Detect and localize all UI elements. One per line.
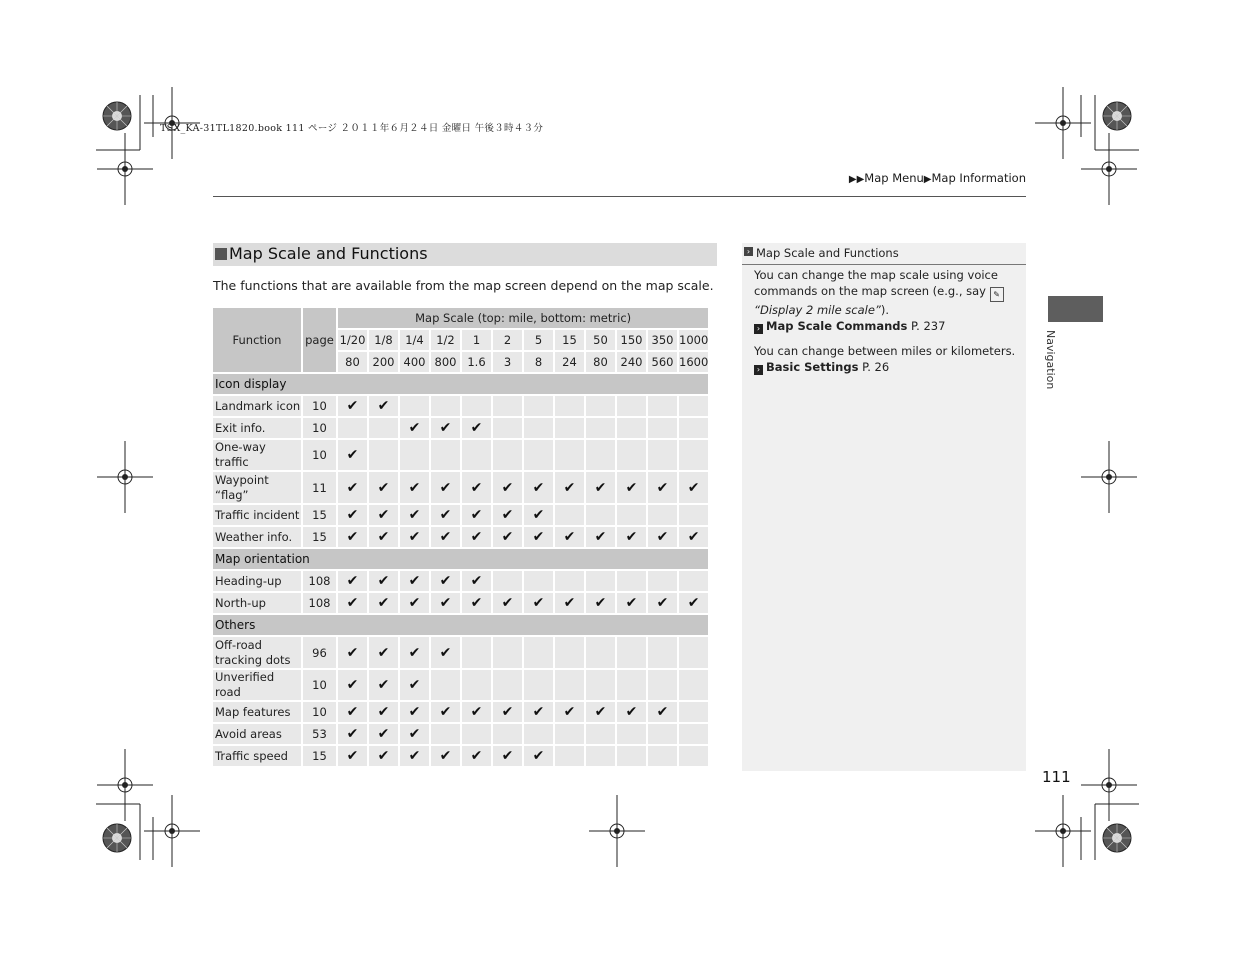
check-mark-icon: ✔: [431, 505, 460, 525]
check-mark-icon: ✔: [338, 505, 367, 525]
link-map-scale-commands-page: P. 237: [911, 319, 946, 333]
check-mark-icon: ✔: [338, 571, 367, 591]
check-mark-icon: ✔: [617, 527, 646, 547]
scale-metric-cell: 560: [648, 352, 677, 372]
check-mark-icon: ✔: [431, 571, 460, 591]
section-heading: [213, 243, 717, 266]
check-mark-icon: ✔: [400, 571, 429, 591]
scale-metric-cell: 80: [586, 352, 615, 372]
check-mark-icon: ✔: [524, 593, 553, 613]
function-cell: Map features: [213, 702, 301, 722]
empty-cell: [555, 505, 584, 525]
empty-cell: [555, 746, 584, 766]
check-mark-icon: ✔: [493, 593, 522, 613]
check-mark-icon: ✔: [462, 746, 491, 766]
scale-mile-cell: 1/4: [400, 330, 429, 350]
sidebar-paragraph-units: [754, 343, 1016, 375]
empty-cell: [617, 670, 646, 700]
empty-cell: [400, 440, 429, 470]
function-cell: Exit info.: [213, 418, 301, 438]
scale-mile-cell: 1/2: [431, 330, 460, 350]
check-mark-icon: ✔: [431, 702, 460, 722]
category-row: [213, 374, 708, 394]
empty-cell: [617, 505, 646, 525]
sidebar-paragraph-voice: [754, 267, 1016, 334]
scale-mile-cell: 1: [462, 330, 491, 350]
table-row: [213, 440, 708, 470]
empty-cell: [617, 396, 646, 416]
table-row: [213, 472, 708, 503]
empty-cell: [555, 418, 584, 438]
empty-cell: [648, 724, 677, 744]
page-cell: 96: [303, 637, 336, 668]
page-number: 111: [1042, 768, 1071, 786]
check-mark-icon: ✔: [431, 472, 460, 503]
table-row: [213, 418, 708, 438]
scale-metric-cell: 400: [400, 352, 429, 372]
page-cell: 15: [303, 746, 336, 766]
sidebar-paragraph-text: You can change between miles or kilometers.: [754, 344, 1016, 358]
page-cell: 53: [303, 724, 336, 744]
scale-mile-cell: 5: [524, 330, 553, 350]
check-mark-icon: ✔: [679, 593, 708, 613]
sidebar-body: [754, 267, 1016, 384]
empty-cell: [524, 396, 553, 416]
check-mark-icon: ✔: [338, 472, 367, 503]
empty-cell: [648, 637, 677, 668]
scale-mile-cell: 15: [555, 330, 584, 350]
sidebar-paragraph-text: You can change the map scale using voice commands on the map screen (e.g., say: [754, 268, 998, 298]
check-mark-icon: ✔: [493, 505, 522, 525]
empty-cell: [524, 670, 553, 700]
table-row: [213, 505, 708, 525]
empty-cell: [462, 440, 491, 470]
function-cell: One-way traffic: [213, 440, 301, 470]
page-cell: 10: [303, 702, 336, 722]
check-mark-icon: ✔: [586, 527, 615, 547]
table-row: [213, 746, 708, 766]
empty-cell: [586, 724, 615, 744]
category-row: [213, 615, 708, 635]
column-header-page: page: [303, 308, 336, 372]
category-row: [213, 549, 708, 569]
check-mark-icon: ✔: [431, 637, 460, 668]
scale-metric-cell: 24: [555, 352, 584, 372]
empty-cell: [462, 724, 491, 744]
table-row: [213, 637, 708, 668]
check-mark-icon: ✔: [400, 746, 429, 766]
page-cell: 15: [303, 505, 336, 525]
check-mark-icon: ✔: [648, 702, 677, 722]
check-mark-icon: ✔: [617, 702, 646, 722]
breadcrumb-separator: ▶: [923, 174, 932, 185]
section-title: Map Scale and Functions: [229, 244, 428, 263]
scale-mile-cell: 150: [617, 330, 646, 350]
empty-cell: [493, 571, 522, 591]
check-mark-icon: ✔: [462, 702, 491, 722]
map-scale-table: [211, 306, 710, 768]
empty-cell: [679, 418, 708, 438]
check-mark-icon: ✔: [369, 593, 398, 613]
empty-cell: [648, 418, 677, 438]
check-mark-icon: ✔: [586, 472, 615, 503]
category-label: Others: [213, 615, 708, 635]
check-mark-icon: ✔: [462, 593, 491, 613]
table-row: [213, 724, 708, 744]
empty-cell: [524, 440, 553, 470]
check-mark-icon: ✔: [648, 593, 677, 613]
check-mark-icon: ✔: [493, 527, 522, 547]
empty-cell: [431, 724, 460, 744]
empty-cell: [679, 505, 708, 525]
function-cell: Waypoint “flag”: [213, 472, 301, 503]
check-mark-icon: ✔: [400, 527, 429, 547]
scale-mile-cell: 1/20: [338, 330, 367, 350]
check-mark-icon: ✔: [462, 571, 491, 591]
empty-cell: [679, 702, 708, 722]
page-cell: 10: [303, 670, 336, 700]
scale-metric-cell: 1600: [679, 352, 708, 372]
check-mark-icon: ✔: [400, 670, 429, 700]
empty-cell: [555, 396, 584, 416]
page-cell: 10: [303, 418, 336, 438]
table-row: [213, 702, 708, 722]
check-mark-icon: ✔: [400, 702, 429, 722]
check-mark-icon: ✔: [555, 702, 584, 722]
check-mark-icon: ✔: [369, 396, 398, 416]
empty-cell: [462, 396, 491, 416]
scale-metric-cell: 1.6: [462, 352, 491, 372]
empty-cell: [679, 571, 708, 591]
table-header-row: [213, 308, 708, 328]
check-mark-icon: ✔: [338, 724, 367, 744]
function-cell: Heading-up: [213, 571, 301, 591]
empty-cell: [648, 440, 677, 470]
check-mark-icon: ✔: [431, 746, 460, 766]
check-mark-icon: ✔: [555, 593, 584, 613]
page-cell: 10: [303, 396, 336, 416]
check-mark-icon: ✔: [524, 527, 553, 547]
sidebar-note: [742, 243, 1026, 771]
check-mark-icon: ✔: [648, 472, 677, 503]
function-cell: Landmark icon: [213, 396, 301, 416]
sidebar-paragraph-end: ).: [880, 303, 890, 317]
empty-cell: [493, 724, 522, 744]
empty-cell: [586, 746, 615, 766]
empty-cell: [679, 637, 708, 668]
empty-cell: [648, 505, 677, 525]
empty-cell: [648, 571, 677, 591]
check-mark-icon: ✔: [679, 527, 708, 547]
empty-cell: [369, 418, 398, 438]
empty-cell: [617, 724, 646, 744]
check-mark-icon: ✔: [648, 527, 677, 547]
check-mark-icon: ✔: [338, 396, 367, 416]
scale-mile-cell: 50: [586, 330, 615, 350]
empty-cell: [493, 440, 522, 470]
check-mark-icon: ✔: [617, 593, 646, 613]
check-mark-icon: ✔: [524, 702, 553, 722]
empty-cell: [586, 670, 615, 700]
empty-cell: [586, 418, 615, 438]
page-cell: 10: [303, 440, 336, 470]
page-cell: 11: [303, 472, 336, 503]
chapter-tab[interactable]: [1048, 296, 1103, 322]
scale-mile-cell: 2: [493, 330, 522, 350]
check-mark-icon: ✔: [462, 472, 491, 503]
breadcrumb-item-map-menu[interactable]: Map Menu: [864, 171, 924, 185]
check-mark-icon: ✔: [369, 472, 398, 503]
empty-cell: [524, 724, 553, 744]
section-intro: The functions that are available from the map screen depend on the map scale.: [213, 278, 714, 293]
function-cell: Weather info.: [213, 527, 301, 547]
empty-cell: [679, 440, 708, 470]
category-label: Map orientation: [213, 549, 708, 569]
check-mark-icon: ✔: [369, 724, 398, 744]
link-map-scale-commands[interactable]: Map Scale Commands: [766, 319, 908, 333]
check-mark-icon: ✔: [369, 527, 398, 547]
section-square-icon: [215, 248, 227, 260]
check-mark-icon: ✔: [338, 637, 367, 668]
check-mark-icon: ✔: [555, 472, 584, 503]
check-mark-icon: ✔: [493, 472, 522, 503]
table-row: [213, 593, 708, 613]
function-cell: Unverified road: [213, 670, 301, 700]
column-header-map-scale: Map Scale (top: mile, bottom: metric): [338, 308, 708, 328]
scale-metric-cell: 200: [369, 352, 398, 372]
empty-cell: [679, 396, 708, 416]
page-cell: 108: [303, 593, 336, 613]
function-cell: Traffic incident: [213, 505, 301, 525]
function-cell: Traffic speed: [213, 746, 301, 766]
check-mark-icon: ✔: [524, 505, 553, 525]
check-mark-icon: ✔: [400, 472, 429, 503]
scale-metric-cell: 800: [431, 352, 460, 372]
voice-command-quote: “Display 2 mile scale”: [754, 303, 881, 317]
check-mark-icon: ✔: [524, 472, 553, 503]
check-mark-icon: ✔: [400, 724, 429, 744]
empty-cell: [338, 418, 367, 438]
scale-mile-cell: 350: [648, 330, 677, 350]
check-mark-icon: ✔: [400, 505, 429, 525]
function-cell: North-up: [213, 593, 301, 613]
empty-cell: [431, 440, 460, 470]
empty-cell: [586, 440, 615, 470]
check-mark-icon: ✔: [369, 571, 398, 591]
scale-metric-cell: 240: [617, 352, 646, 372]
cross-reference-arrow-icon: ›: [754, 324, 763, 334]
sidebar-header: [742, 243, 1026, 265]
check-mark-icon: ✔: [338, 746, 367, 766]
check-mark-icon: ✔: [462, 418, 491, 438]
breadcrumb: [849, 171, 1026, 185]
table-row: [213, 670, 708, 700]
empty-cell: [555, 637, 584, 668]
empty-cell: [586, 637, 615, 668]
check-mark-icon: ✔: [369, 746, 398, 766]
empty-cell: [524, 571, 553, 591]
cross-reference-arrow-icon: ›: [754, 365, 763, 375]
empty-cell: [493, 670, 522, 700]
check-mark-icon: ✔: [338, 440, 367, 470]
empty-cell: [648, 396, 677, 416]
category-label: Icon display: [213, 374, 708, 394]
scale-metric-cell: 80: [338, 352, 367, 372]
table-row: [213, 571, 708, 591]
check-mark-icon: ✔: [338, 702, 367, 722]
empty-cell: [617, 440, 646, 470]
scale-metric-cell: 3: [493, 352, 522, 372]
empty-cell: [617, 571, 646, 591]
empty-cell: [431, 670, 460, 700]
empty-cell: [679, 746, 708, 766]
empty-cell: [586, 505, 615, 525]
check-mark-icon: ✔: [493, 702, 522, 722]
check-mark-icon: ✔: [462, 527, 491, 547]
function-cell: Avoid areas: [213, 724, 301, 744]
empty-cell: [462, 637, 491, 668]
empty-cell: [586, 571, 615, 591]
print-header-line: TSX_KA-31TL1820.book 111 ページ ２０１１年６月２４日 金曜日 午後３時４３分: [160, 123, 544, 134]
empty-cell: [369, 440, 398, 470]
check-mark-icon: ✔: [338, 593, 367, 613]
check-mark-icon: ✔: [462, 505, 491, 525]
check-mark-icon: ✔: [369, 702, 398, 722]
check-mark-icon: ✔: [369, 505, 398, 525]
talk-button-icon: ✎: [990, 287, 1004, 302]
note-arrow-icon: ›: [744, 247, 753, 256]
link-basic-settings-page: P. 26: [862, 360, 890, 374]
check-mark-icon: ✔: [586, 593, 615, 613]
empty-cell: [555, 724, 584, 744]
page-cell: 15: [303, 527, 336, 547]
check-mark-icon: ✔: [431, 527, 460, 547]
empty-cell: [493, 418, 522, 438]
empty-cell: [617, 746, 646, 766]
breadcrumb-arrows: ▶▶: [848, 174, 865, 185]
empty-cell: [524, 418, 553, 438]
check-mark-icon: ✔: [369, 637, 398, 668]
empty-cell: [400, 396, 429, 416]
empty-cell: [586, 396, 615, 416]
empty-cell: [524, 637, 553, 668]
empty-cell: [679, 724, 708, 744]
check-mark-icon: ✔: [524, 746, 553, 766]
check-mark-icon: ✔: [555, 527, 584, 547]
link-basic-settings[interactable]: Basic Settings: [766, 360, 859, 374]
check-mark-icon: ✔: [400, 637, 429, 668]
check-mark-icon: ✔: [369, 670, 398, 700]
check-mark-icon: ✔: [431, 593, 460, 613]
check-mark-icon: ✔: [679, 472, 708, 503]
empty-cell: [462, 670, 491, 700]
empty-cell: [431, 396, 460, 416]
check-mark-icon: ✔: [400, 418, 429, 438]
empty-cell: [555, 440, 584, 470]
table-row: [213, 527, 708, 547]
breadcrumb-item-map-information[interactable]: Map Information: [931, 171, 1026, 185]
sidebar-title: Map Scale and Functions: [756, 246, 899, 260]
empty-cell: [555, 571, 584, 591]
check-mark-icon: ✔: [493, 746, 522, 766]
empty-cell: [493, 637, 522, 668]
empty-cell: [617, 637, 646, 668]
function-cell: Off-road tracking dots: [213, 637, 301, 668]
scale-metric-cell: 8: [524, 352, 553, 372]
empty-cell: [555, 670, 584, 700]
table-row: [213, 396, 708, 416]
scale-mile-cell: 1/8: [369, 330, 398, 350]
empty-cell: [679, 670, 708, 700]
check-mark-icon: ✔: [617, 472, 646, 503]
check-mark-icon: ✔: [338, 670, 367, 700]
empty-cell: [493, 396, 522, 416]
page-cell: 108: [303, 571, 336, 591]
check-mark-icon: ✔: [400, 593, 429, 613]
empty-cell: [617, 418, 646, 438]
check-mark-icon: ✔: [431, 418, 460, 438]
empty-cell: [648, 670, 677, 700]
column-header-function: Function: [213, 308, 301, 372]
empty-cell: [648, 746, 677, 766]
chapter-tab-label: Navigation: [1044, 330, 1057, 390]
check-mark-icon: ✔: [586, 702, 615, 722]
check-mark-icon: ✔: [338, 527, 367, 547]
scale-mile-cell: 1000: [679, 330, 708, 350]
header-divider: [213, 196, 1026, 197]
